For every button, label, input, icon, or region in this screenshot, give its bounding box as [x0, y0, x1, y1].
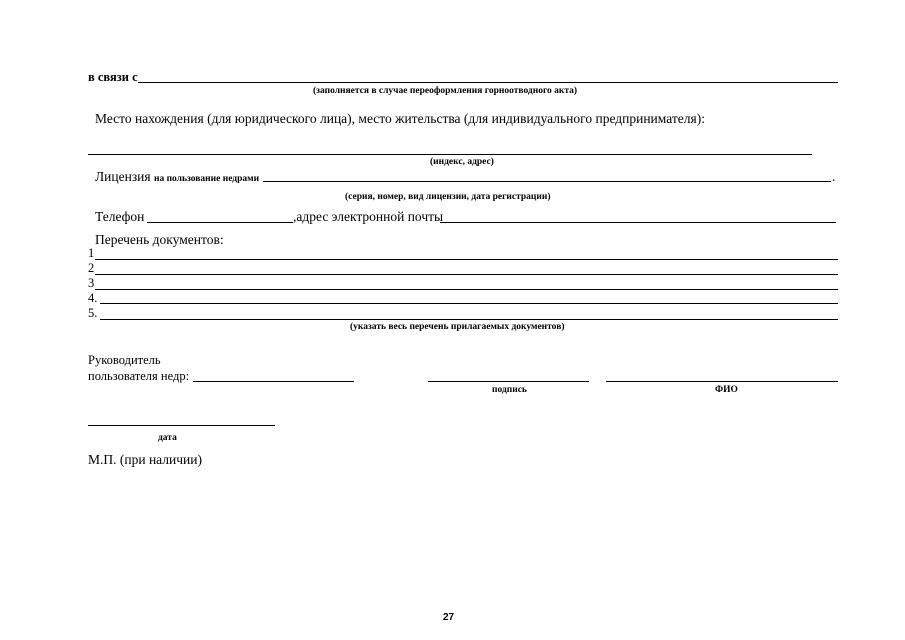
phone-field-line[interactable] — [147, 222, 293, 223]
document-line[interactable] — [95, 259, 838, 260]
license-field-line[interactable] — [263, 181, 831, 182]
head-position-line[interactable] — [193, 381, 354, 382]
fio-hint: ФИО — [715, 385, 738, 395]
document-number: 1 — [88, 246, 95, 260]
document-line[interactable] — [100, 303, 838, 304]
phone-label: Телефон — [95, 209, 145, 224]
documents-label: Перечень документов: — [95, 232, 224, 247]
page-number: 27 — [443, 612, 455, 623]
date-hint: дата — [158, 433, 177, 443]
signature-hint: подпись — [492, 385, 527, 395]
license-label-main: Лицензия — [95, 169, 151, 184]
connection-label: в связи с — [88, 70, 138, 84]
documents-hint: (указать весь перечень прилагаемых документов) — [350, 322, 565, 332]
document-line[interactable] — [95, 289, 838, 290]
email-label: ,адрес электронной почты — [293, 209, 444, 224]
date-line[interactable] — [88, 425, 275, 426]
license-label — [95, 169, 259, 185]
location-field-line[interactable] — [88, 154, 812, 155]
head-label-line2: пользователя недр: — [88, 369, 190, 383]
license-end-dot: . — [832, 169, 836, 184]
email-field-line[interactable] — [440, 222, 836, 223]
signature-line[interactable] — [428, 381, 589, 382]
location-label: Место нахождения (для юридического лица), место жительства (для индивидуального предпринимателя): — [95, 111, 705, 126]
document-number: 3 — [88, 276, 95, 290]
location-hint: (индекс, адрес) — [430, 157, 494, 167]
stamp-label: М.П. (при наличии) — [88, 452, 202, 467]
license-hint: (серия, номер, вид лицензии, дата регистрации) — [345, 192, 551, 202]
connection-field-line[interactable] — [138, 82, 838, 83]
document-number: 5. — [88, 306, 98, 320]
connection-hint: (заполняется в случае переоформления горноотводного акта) — [313, 86, 578, 96]
license-label-small: на пользование недрами — [153, 174, 260, 184]
document-line[interactable] — [95, 274, 838, 275]
document-number: 4. — [88, 291, 98, 305]
document-number: 2 — [88, 261, 95, 275]
head-label-line1: Руководитель — [88, 353, 161, 367]
document-line[interactable] — [100, 319, 838, 320]
fio-line[interactable] — [606, 381, 838, 382]
